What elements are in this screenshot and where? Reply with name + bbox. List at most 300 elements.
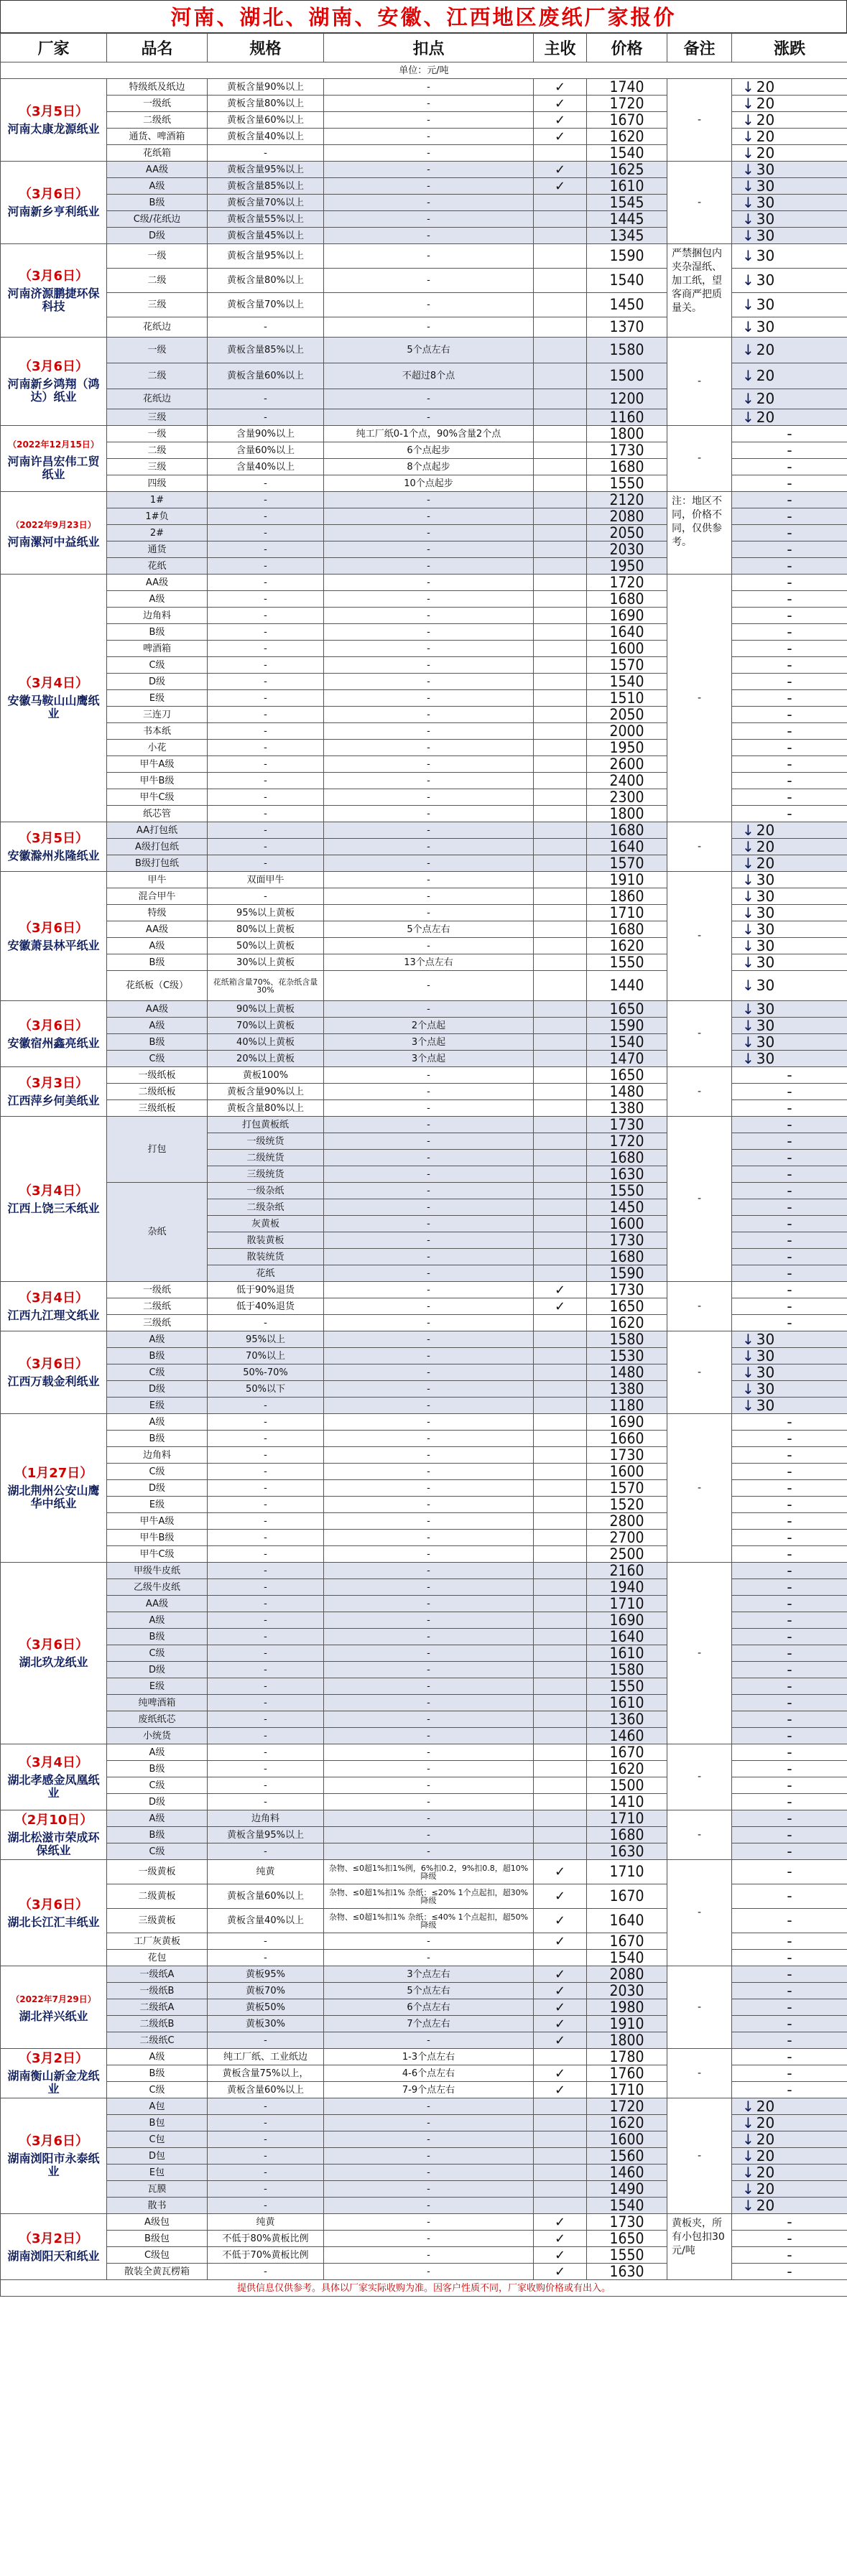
price-cell: 1690 xyxy=(587,608,667,624)
header-deduction: 扣点 xyxy=(324,34,534,62)
product-cell: 1#负 xyxy=(107,508,208,525)
price-cell: 1600 xyxy=(587,2131,667,2148)
mill-date: （3月6日） xyxy=(18,1637,89,1652)
spec-cell: - xyxy=(208,1629,324,1645)
down-arrow-icon: ↓ xyxy=(742,954,754,971)
price-cell: 1410 xyxy=(587,1794,667,1810)
price-cell: 1680 xyxy=(587,1150,667,1166)
deduction-cell: - xyxy=(324,872,534,888)
change-value: 20 xyxy=(756,2164,775,2181)
mill-name: 江西上饶三禾纸业 xyxy=(7,1201,100,1215)
price-cell: 1625 xyxy=(587,162,667,178)
spec-cell: - xyxy=(208,1843,324,1860)
main-cell xyxy=(534,1315,587,1331)
change-cell: - xyxy=(732,2065,847,2082)
price-cell: 1680 xyxy=(587,459,667,475)
change-cell xyxy=(732,363,847,389)
main-cell xyxy=(534,317,587,338)
product-cell: 纸芯管 xyxy=(107,806,208,822)
down-arrow-icon: ↓ xyxy=(742,2180,754,2198)
change-cell xyxy=(732,1034,847,1051)
note-cell: - xyxy=(667,2098,732,2214)
table-row xyxy=(1,162,847,178)
change-cell xyxy=(732,211,847,228)
main-cell xyxy=(534,1678,587,1695)
price-cell: 1800 xyxy=(587,806,667,822)
main-cell xyxy=(534,624,587,641)
product-cell: A级 xyxy=(107,1414,208,1431)
change-value: 20 xyxy=(756,341,775,358)
change-cell xyxy=(732,822,847,839)
main-cell: ✓ xyxy=(534,112,587,129)
mill-name: 湖南浏阳天和纸业 xyxy=(7,2249,100,2263)
product-cell: 二级纸C xyxy=(107,2032,208,2049)
product-cell: 小统货 xyxy=(107,1728,208,1744)
main-cell xyxy=(534,1133,587,1150)
deduction-cell: - xyxy=(324,492,534,508)
change-cell xyxy=(732,112,847,129)
deduction-cell: 3个点起 xyxy=(324,1051,534,1067)
product-cell: 废纸纸芯 xyxy=(107,1711,208,1728)
price-cell: 1540 xyxy=(587,269,667,293)
price-cell: 2080 xyxy=(587,1966,667,1983)
header-product: 品名 xyxy=(107,34,208,62)
price-cell: 1440 xyxy=(587,971,667,1001)
deduction-cell: - xyxy=(324,1645,534,1662)
main-cell xyxy=(534,293,587,317)
main-cell xyxy=(534,1794,587,1810)
change-value: 30 xyxy=(756,247,775,264)
spec-cell: 黄板含量80%以上 xyxy=(208,269,324,293)
note-cell: - xyxy=(667,872,732,1001)
note-cell: - xyxy=(667,2049,732,2098)
product-cell: 三级 xyxy=(107,459,208,475)
table-row xyxy=(1,1744,847,1761)
spec-cell: - xyxy=(208,806,324,822)
mill-date: （3月4日） xyxy=(18,1754,89,1770)
main-cell: ✓ xyxy=(534,96,587,112)
product-cell: 瓦膜 xyxy=(107,2181,208,2198)
change-value: 20 xyxy=(756,822,775,839)
change-value: 30 xyxy=(756,977,775,994)
deduction-cell: - xyxy=(324,178,534,195)
mill-date: （3月6日） xyxy=(18,2134,89,2149)
deduction-cell: - xyxy=(324,1447,534,1464)
down-arrow-icon: ↓ xyxy=(742,1017,754,1034)
spec-cell: 黄板含量80%以上 xyxy=(208,96,324,112)
deduction-cell: - xyxy=(324,409,534,426)
product-cell: 甲牛B级 xyxy=(107,773,208,789)
spec-cell: 黄板含量85%以上 xyxy=(208,178,324,195)
deduction-cell: - xyxy=(324,608,534,624)
change-cell: - xyxy=(732,2231,847,2247)
product-cell: 三级 xyxy=(107,293,208,317)
main-cell xyxy=(534,822,587,839)
price-cell: 1670 xyxy=(587,1744,667,1761)
main-cell xyxy=(534,145,587,162)
main-cell xyxy=(534,1001,587,1018)
price-cell: 1730 xyxy=(587,1117,667,1133)
mill-name: 安徽宿州鑫亮纸业 xyxy=(7,1036,100,1050)
mill-name: 河南漯河中益纸业 xyxy=(7,535,100,549)
spec-cell: 二级统货 xyxy=(208,1150,324,1166)
spec-cell: 灰黄板 xyxy=(208,1216,324,1232)
price-cell: 1490 xyxy=(587,2181,667,2198)
deduction-cell: - xyxy=(324,1282,534,1298)
product-cell: D包 xyxy=(107,2148,208,2165)
price-cell: 1450 xyxy=(587,293,667,317)
spec-cell: - xyxy=(208,657,324,674)
note-cell: - xyxy=(667,1563,732,1744)
main-cell xyxy=(534,1464,587,1480)
deduction-cell: - xyxy=(324,591,534,608)
deduction-cell: - xyxy=(324,1199,534,1216)
change-cell: - xyxy=(732,1315,847,1331)
change-cell: - xyxy=(732,525,847,541)
spec-cell: - xyxy=(208,1662,324,1678)
main-cell: ✓ xyxy=(534,2065,587,2082)
change-cell xyxy=(732,921,847,938)
deduction-cell: 1-3个点左右 xyxy=(324,2049,534,2065)
main-cell: ✓ xyxy=(534,1933,587,1950)
price-cell: 1520 xyxy=(587,1497,667,1513)
change-cell: - xyxy=(732,1860,847,1884)
product-cell: B级打包纸 xyxy=(107,855,208,872)
table-row xyxy=(1,872,847,888)
deduction-cell: - xyxy=(324,145,534,162)
spec-cell: 黄板含量85%以上 xyxy=(208,338,324,363)
main-cell xyxy=(534,2148,587,2165)
main-cell xyxy=(534,1348,587,1364)
product-cell: 三级纸板 xyxy=(107,1100,208,1117)
price-cell: 1180 xyxy=(587,1398,667,1414)
change-cell: - xyxy=(732,756,847,773)
main-cell xyxy=(534,1051,587,1067)
spec-cell: 散装统货 xyxy=(208,1249,324,1265)
note-cell: 黄板夹，所有小包扣30元/吨 xyxy=(667,2214,732,2280)
price-cell: 1550 xyxy=(587,954,667,971)
change-cell: - xyxy=(732,1794,847,1810)
mill-cell xyxy=(1,426,107,492)
change-cell: - xyxy=(732,1216,847,1232)
product-cell: 一级纸B xyxy=(107,1983,208,1999)
change-value: 20 xyxy=(756,390,775,407)
change-value: 30 xyxy=(756,954,775,971)
down-arrow-icon: ↓ xyxy=(742,177,754,195)
product-cell: A级 xyxy=(107,1744,208,1761)
deduction-cell: - xyxy=(324,1133,534,1150)
deduction-cell: - xyxy=(324,1480,534,1497)
change-cell: - xyxy=(732,1265,847,1282)
note-cell: - xyxy=(667,1117,732,1282)
change-cell: - xyxy=(732,1695,847,1711)
price-cell: 1860 xyxy=(587,888,667,905)
mill-date: （2022年9月23日） xyxy=(11,520,96,530)
deduction-cell: - xyxy=(324,674,534,690)
down-arrow-icon: ↓ xyxy=(742,2147,754,2165)
deduction-cell: - xyxy=(324,1530,534,1546)
main-cell xyxy=(534,591,587,608)
change-cell xyxy=(732,389,847,409)
mill-cell xyxy=(1,1563,107,1744)
change-cell: - xyxy=(732,1298,847,1315)
product-cell: 花纸箱 xyxy=(107,145,208,162)
unit-note: 单位：元/吨 xyxy=(1,62,847,79)
deduction-cell: 杂物、≤0超1%扣1% 杂纸：≤40% 1个点起扣，超50%降级 xyxy=(324,1909,534,1933)
down-arrow-icon: ↓ xyxy=(742,871,754,888)
price-cell: 2030 xyxy=(587,1983,667,1999)
change-cell xyxy=(732,2115,847,2131)
product-cell: A级 xyxy=(107,1810,208,1827)
change-value: 30 xyxy=(756,1033,775,1051)
spec-cell: 黄板含量60%以上 xyxy=(208,1884,324,1909)
deduction-cell: - xyxy=(324,1662,534,1678)
change-value: 30 xyxy=(756,296,775,313)
product-cell: B级 xyxy=(107,1827,208,1843)
product-cell: 四级 xyxy=(107,475,208,492)
main-cell xyxy=(534,1728,587,1744)
main-cell xyxy=(534,1744,587,1761)
product-cell: 杂纸 xyxy=(107,1183,208,1282)
product-cell: C级 xyxy=(107,1645,208,1662)
change-cell: - xyxy=(732,1133,847,1150)
change-cell: - xyxy=(732,674,847,690)
mill-date: （3月3日） xyxy=(18,1076,89,1091)
product-cell: 三级纸 xyxy=(107,1315,208,1331)
deduction-cell: - xyxy=(324,971,534,1001)
change-cell xyxy=(732,2098,847,2115)
price-cell: 1540 xyxy=(587,1950,667,1966)
deduction-cell: - xyxy=(324,707,534,723)
spec-cell: - xyxy=(208,1645,324,1662)
deduction-cell: - xyxy=(324,558,534,575)
product-cell: A级 xyxy=(107,1331,208,1348)
header-change: 涨跌 xyxy=(732,34,847,62)
spec-cell: - xyxy=(208,707,324,723)
deduction-cell: - xyxy=(324,228,534,244)
change-value: 30 xyxy=(756,871,775,888)
spec-cell: 黄板含量90%以上 xyxy=(208,79,324,96)
deduction-cell: - xyxy=(324,244,534,269)
deduction-cell: - xyxy=(324,740,534,756)
product-cell: A级 xyxy=(107,591,208,608)
price-cell: 1950 xyxy=(587,558,667,575)
spec-cell: - xyxy=(208,2198,324,2214)
change-value: 20 xyxy=(756,2131,775,2148)
change-cell: - xyxy=(732,575,847,591)
price-cell: 1480 xyxy=(587,1364,667,1381)
mill-cell xyxy=(1,79,107,162)
change-cell: - xyxy=(732,1513,847,1530)
change-cell xyxy=(732,338,847,363)
product-cell: 一级纸 xyxy=(107,96,208,112)
deduction-cell: - xyxy=(324,1265,534,1282)
price-cell: 2160 xyxy=(587,1563,667,1579)
price-cell: 1550 xyxy=(587,475,667,492)
price-cell: 1730 xyxy=(587,2214,667,2231)
spec-cell: 一级统货 xyxy=(208,1133,324,1150)
price-cell: 1460 xyxy=(587,2165,667,2181)
product-cell: 乙级牛皮纸 xyxy=(107,1579,208,1596)
deduction-cell: - xyxy=(324,211,534,228)
price-cell: 1650 xyxy=(587,1067,667,1084)
product-cell: 二级纸B xyxy=(107,2016,208,2032)
main-cell xyxy=(534,1199,587,1216)
main-cell: ✓ xyxy=(534,1860,587,1884)
price-cell: 2800 xyxy=(587,1513,667,1530)
product-cell: C级 xyxy=(107,1364,208,1381)
change-cell: - xyxy=(732,1579,847,1596)
main-cell xyxy=(534,740,587,756)
spec-cell: - xyxy=(208,1530,324,1546)
spec-cell: - xyxy=(208,641,324,657)
spec-cell: 95%以上黄板 xyxy=(208,905,324,921)
price-cell: 1600 xyxy=(587,1216,667,1232)
table-row xyxy=(1,1117,847,1133)
price-cell: 1590 xyxy=(587,1265,667,1282)
mill-date: （3月6日） xyxy=(18,187,89,202)
main-cell: ✓ xyxy=(534,178,587,195)
table-row xyxy=(1,575,847,591)
deduction-cell: - xyxy=(324,1728,534,1744)
price-cell: 1620 xyxy=(587,129,667,145)
note-cell: - xyxy=(667,822,732,872)
product-cell: C级包 xyxy=(107,2247,208,2264)
mill-cell xyxy=(1,244,107,338)
price-cell: 1620 xyxy=(587,938,667,954)
price-cell: 1540 xyxy=(587,2198,667,2214)
price-cell: 1630 xyxy=(587,2264,667,2280)
down-arrow-icon: ↓ xyxy=(742,977,754,994)
change-cell: - xyxy=(732,1249,847,1265)
price-cell: 1640 xyxy=(587,1909,667,1933)
spec-cell: - xyxy=(208,1711,324,1728)
deduction-cell: - xyxy=(324,2231,534,2247)
product-cell: D级 xyxy=(107,1794,208,1810)
price-cell: 1460 xyxy=(587,1728,667,1744)
change-cell: - xyxy=(732,1645,847,1662)
product-cell: A级包 xyxy=(107,2214,208,2231)
price-cell: 2050 xyxy=(587,707,667,723)
product-cell: AA级 xyxy=(107,1596,208,1612)
mill-date: （1月27日） xyxy=(14,1466,93,1481)
deduction-cell: 4-6个点左右 xyxy=(324,2065,534,2082)
note-cell: - xyxy=(667,1810,732,1860)
product-cell: 甲牛A级 xyxy=(107,1513,208,1530)
spec-cell: - xyxy=(208,409,324,426)
deduction-cell: - xyxy=(324,1001,534,1018)
down-arrow-icon: ↓ xyxy=(742,271,754,289)
product-cell: B级 xyxy=(107,954,208,971)
product-cell: B包 xyxy=(107,2115,208,2131)
product-cell: B级 xyxy=(107,2065,208,2082)
mill-name: 河南济源鹏捷环保科技 xyxy=(7,286,100,313)
deduction-cell: - xyxy=(324,1067,534,1084)
spec-cell: 黄板含量40%以上 xyxy=(208,1909,324,1933)
price-cell: 1570 xyxy=(587,1480,667,1497)
price-cell: 1500 xyxy=(587,1777,667,1794)
price-cell: 1680 xyxy=(587,1249,667,1265)
price-cell: 2050 xyxy=(587,525,667,541)
change-value: 20 xyxy=(756,2197,775,2214)
change-cell: - xyxy=(732,508,847,525)
change-value: 30 xyxy=(756,1347,775,1364)
deduction-cell: - xyxy=(324,2032,534,2049)
price-cell: 1650 xyxy=(587,2231,667,2247)
deduction-cell: - xyxy=(324,1744,534,1761)
change-cell: - xyxy=(732,806,847,822)
change-value: 30 xyxy=(756,1000,775,1018)
price-cell: 1370 xyxy=(587,317,667,338)
product-cell: A级 xyxy=(107,1612,208,1629)
product-cell: AA打包纸 xyxy=(107,822,208,839)
main-cell xyxy=(534,674,587,690)
spec-cell: - xyxy=(208,1431,324,1447)
product-cell: 小花 xyxy=(107,740,208,756)
change-value: 20 xyxy=(756,409,775,426)
mill-name: 河南新乡亨利纸业 xyxy=(7,205,100,218)
deduction-cell: 7-9个点左右 xyxy=(324,2082,534,2098)
deduction-cell: - xyxy=(324,1348,534,1364)
mill-name: 安徽滁州兆隆纸业 xyxy=(7,849,100,862)
deduction-cell: - xyxy=(324,1827,534,1843)
change-cell: - xyxy=(732,492,847,508)
deduction-cell: - xyxy=(324,855,534,872)
note-cell: - xyxy=(667,1744,732,1810)
price-cell: 1710 xyxy=(587,905,667,921)
change-value: 20 xyxy=(756,144,775,162)
change-cell: - xyxy=(732,1084,847,1100)
spec-cell: 40%以上黄板 xyxy=(208,1034,324,1051)
change-cell xyxy=(732,129,847,145)
product-cell: E级 xyxy=(107,1497,208,1513)
product-cell: C级 xyxy=(107,657,208,674)
down-arrow-icon: ↓ xyxy=(742,210,754,228)
mill-name: 湖北祥兴纸业 xyxy=(19,2009,88,2023)
change-cell: - xyxy=(732,1933,847,1950)
table-row xyxy=(1,1966,847,1983)
price-cell: 2080 xyxy=(587,508,667,525)
deduction-cell: 6个点起步 xyxy=(324,442,534,459)
main-cell xyxy=(534,338,587,363)
spec-cell: 不低于70%黄板比例 xyxy=(208,2247,324,2264)
product-cell: C级 xyxy=(107,2082,208,2098)
product-cell: A级 xyxy=(107,1018,208,1034)
down-arrow-icon: ↓ xyxy=(742,111,754,129)
change-cell: - xyxy=(732,2247,847,2264)
main-cell xyxy=(534,1480,587,1497)
product-cell: 散书 xyxy=(107,2198,208,2214)
product-cell: 一级 xyxy=(107,338,208,363)
change-cell: - xyxy=(732,475,847,492)
spec-cell: 黄板含量60%以上 xyxy=(208,2082,324,2098)
note-cell: - xyxy=(667,338,732,426)
main-cell xyxy=(534,1579,587,1596)
main-cell xyxy=(534,1530,587,1546)
price-cell: 1480 xyxy=(587,1084,667,1100)
deduction-cell: - xyxy=(324,1761,534,1777)
down-arrow-icon: ↓ xyxy=(742,937,754,954)
spec-cell: - xyxy=(208,2181,324,2198)
spec-cell: 黄板含量60%以上 xyxy=(208,363,324,389)
mill-date: （2022年7月29日） xyxy=(11,1994,96,2004)
deduction-cell: - xyxy=(324,641,534,657)
main-cell xyxy=(534,1761,587,1777)
deduction-cell: - xyxy=(324,905,534,921)
price-cell: 1530 xyxy=(587,1348,667,1364)
spec-cell: 95%以上 xyxy=(208,1331,324,1348)
mill-cell xyxy=(1,872,107,1001)
